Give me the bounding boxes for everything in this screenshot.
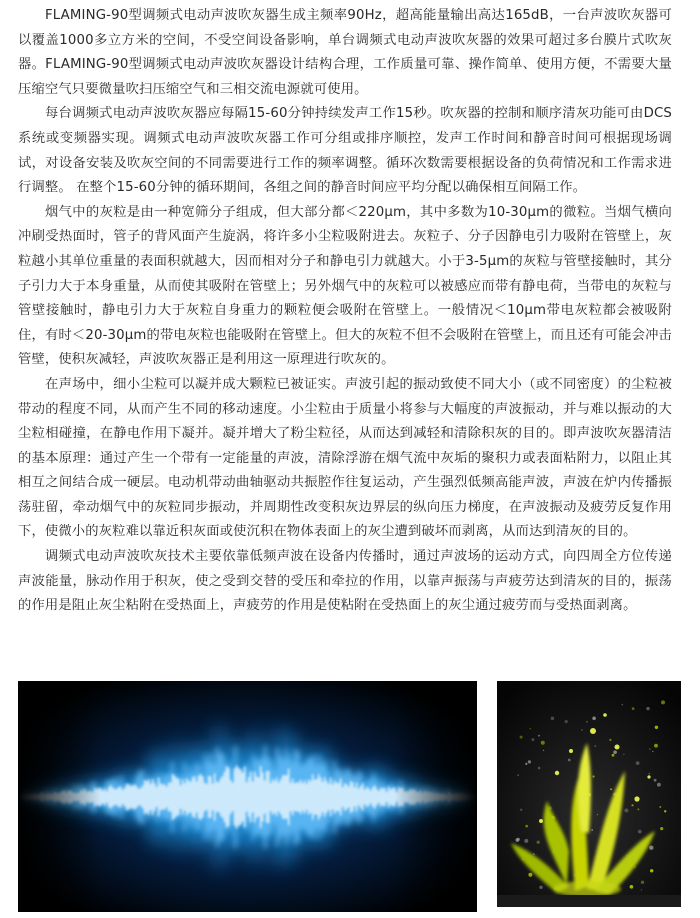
splash-droplet xyxy=(597,814,598,815)
paragraph-intro: FLAMING-90型调频式电动声波吹灰器生成主频率90Hz，超高能量输出高达165dB，一台声波吹灰器可以覆盖1000多立方米的空间，不受空间设备影响，单台调频式电动声波吹灰器的效果可超过多台膜片式吹灰器。FLAMING-90型调频式电动声波吹灰器设计结构合理，工作质量可靠、操作简单、使用方便，不需要大量压缩空气只要微量吹扫压缩空气和三相交流电源就可使用。 xyxy=(18,8,672,97)
splash-droplet xyxy=(551,717,555,721)
splash-droplet xyxy=(524,839,528,843)
splash-droplet xyxy=(592,717,596,721)
splash-droplet xyxy=(655,726,658,729)
splash-droplet xyxy=(538,767,541,770)
splash-droplet xyxy=(525,763,527,765)
splash-droplet xyxy=(541,741,545,745)
splash-droplet xyxy=(622,704,624,706)
article-body xyxy=(18,4,672,619)
splash-droplet xyxy=(538,735,540,737)
splash-droplet xyxy=(568,759,571,762)
splash-droplet xyxy=(591,829,593,831)
splash-droplet xyxy=(660,827,663,830)
splash-droplet xyxy=(609,739,611,741)
splash-droplet xyxy=(565,720,568,723)
splash-droplet xyxy=(650,869,653,872)
splash-droplet xyxy=(612,754,615,757)
splash-droplet xyxy=(636,761,640,765)
splash-droplet xyxy=(659,806,661,808)
ash-splash-image xyxy=(497,681,681,907)
splash-droplet xyxy=(630,885,634,889)
splash-droplet xyxy=(624,809,628,813)
splash-droplet xyxy=(530,728,531,729)
splash-droplet xyxy=(531,738,534,741)
splash-droplet xyxy=(664,810,666,812)
splash-droplet xyxy=(654,779,657,782)
splash-droplet xyxy=(528,760,531,763)
splash-droplet xyxy=(637,808,639,810)
sound-wave-graphic xyxy=(18,681,477,912)
ash-splash-graphic xyxy=(497,681,681,907)
paragraph-operation: 每台调频式电动声波吹灰器应每隔15-60分钟持续发声工作15秒。吹灰器的控制和顺序清灰功能可由DCS系统或变频器实现。调频式电动声波吹灰器工作可分组或排序顺控，发声工作时间和静音时间可根据现场调试，对设备安装及吹灰空间的不同需要进行工作的频率调整。循环次数需要根据设备的负荷情况和工作需求进行调整。 在整个15-60分钟的循环期间，各组之间的静音时间应平均分配以确保相互间隔工作。 xyxy=(18,106,672,196)
splash-droplet xyxy=(649,846,653,850)
splash-droplet xyxy=(520,809,522,811)
splash-droplet xyxy=(631,804,633,806)
splash-droplet xyxy=(623,754,624,755)
splash-droplet xyxy=(528,873,532,877)
splash-droplet xyxy=(533,853,535,855)
splash-droplet xyxy=(543,750,544,751)
splash-droplet xyxy=(610,788,612,790)
paragraph-technology: 调频式电动声波吹灰技术主要依靠低频声波在设备内传播时，通过声波场的运动方式，向四周全方位传递声波能量，脉动作用于积灰，使之受到交替的受压和牵拉的作用，以靠声振荡与声疲劳达到清灰的目的，振荡的作用是阻止灰尘粘附在受热面上，声疲劳的作用是使粘附在受热面上的灰尘通过疲劳而与受热面剥离。 xyxy=(18,549,672,614)
splash-droplet xyxy=(520,736,523,739)
splash-droplet xyxy=(649,773,651,775)
splash-droplet xyxy=(646,707,649,710)
splash-droplet xyxy=(641,889,642,890)
splash-droplet xyxy=(632,707,635,710)
splash-droplet xyxy=(652,751,653,752)
splash-droplet xyxy=(539,886,542,889)
splash-droplet xyxy=(613,750,617,754)
splash-droplet xyxy=(593,775,595,777)
splash-droplet xyxy=(657,783,661,787)
splash-droplet xyxy=(537,841,540,844)
splash-droplet xyxy=(654,744,658,748)
sound-wave-image xyxy=(18,681,477,912)
paragraph-ash-particles: 烟气中的灰粒是由一种宽筛分子组成，但大部分都＜220μm，其中多数为10-30μm的微粒。当烟气横向冲刷受热面时，管子的背风面产生旋涡，将许多小尘粒吸附进去。灰粒子、分子因静电引力吸附在管壁上，灰粒越小其单位重量的表面积就越大，因而相对分子和静电引力就越大。小于3-5μm的灰粒与管壁接触时，其分子引力大于本身重量，从而使其吸附在管壁上；另外烟气中的灰粒可以被感应而带有静电荷，当带电的灰粒与管壁接触时，静电引力大于灰粒自身重力的颗粒便会吸附在管壁上。一般情况＜10μm带电灰粒都会被吸附住，有时＜20-30μm的带电灰粒也能吸附在管壁上。但大的灰粒不但不会吸附在管壁上，而且还有可能会冲击管壁，使积灰减轻，声波吹灰器正是利用这一原理进行吹灰的。 xyxy=(18,204,672,368)
splash-droplet xyxy=(525,825,528,828)
splash-droplet xyxy=(517,774,519,776)
splash-droplet xyxy=(595,745,597,747)
paragraph-sound-field: 在声场中，细小尘粒可以凝并成大颗粒已被证实。声波引起的振动致使不同大小（或不同密度）的尘粒被带动的程度不同，从而产生不同的移动速度。小尘粒由于质量小将参与大幅度的声波振动，并与难以振动的大尘粒相碰撞，在静电作用下凝并。凝并增大了粉尘粒径，从而达到减轻和清除积灰的目的。即声波吹灰器清洁的基本原理：通过产生一个带有一定能量的声波，清除浮游在烟气流中灰垢的聚积力或表面粘附力，以阻止其相互之间结合成一硬层。电动机带动曲轴驱动共振腔作往复运动，产生强烈低频高能声波，声波在炉内传播振荡驻留，牵动烟气中的灰粒同步振动，并周期性改变积灰边界层的纵向压力梯度，在声波振动及疲劳反复作用下，使微小的灰粒难以靠近积灰面或使沉积在物体表面上的灰尘遭到破坏而剥离，从而达到清灰的目的。 xyxy=(18,376,672,540)
splash-droplet xyxy=(638,830,642,834)
splash-droplet xyxy=(641,881,644,884)
splash-droplet xyxy=(586,721,588,723)
splash-droplet xyxy=(649,748,650,749)
splash-droplet xyxy=(516,838,520,842)
splash-droplet xyxy=(581,729,583,731)
splash-droplet xyxy=(661,700,665,704)
